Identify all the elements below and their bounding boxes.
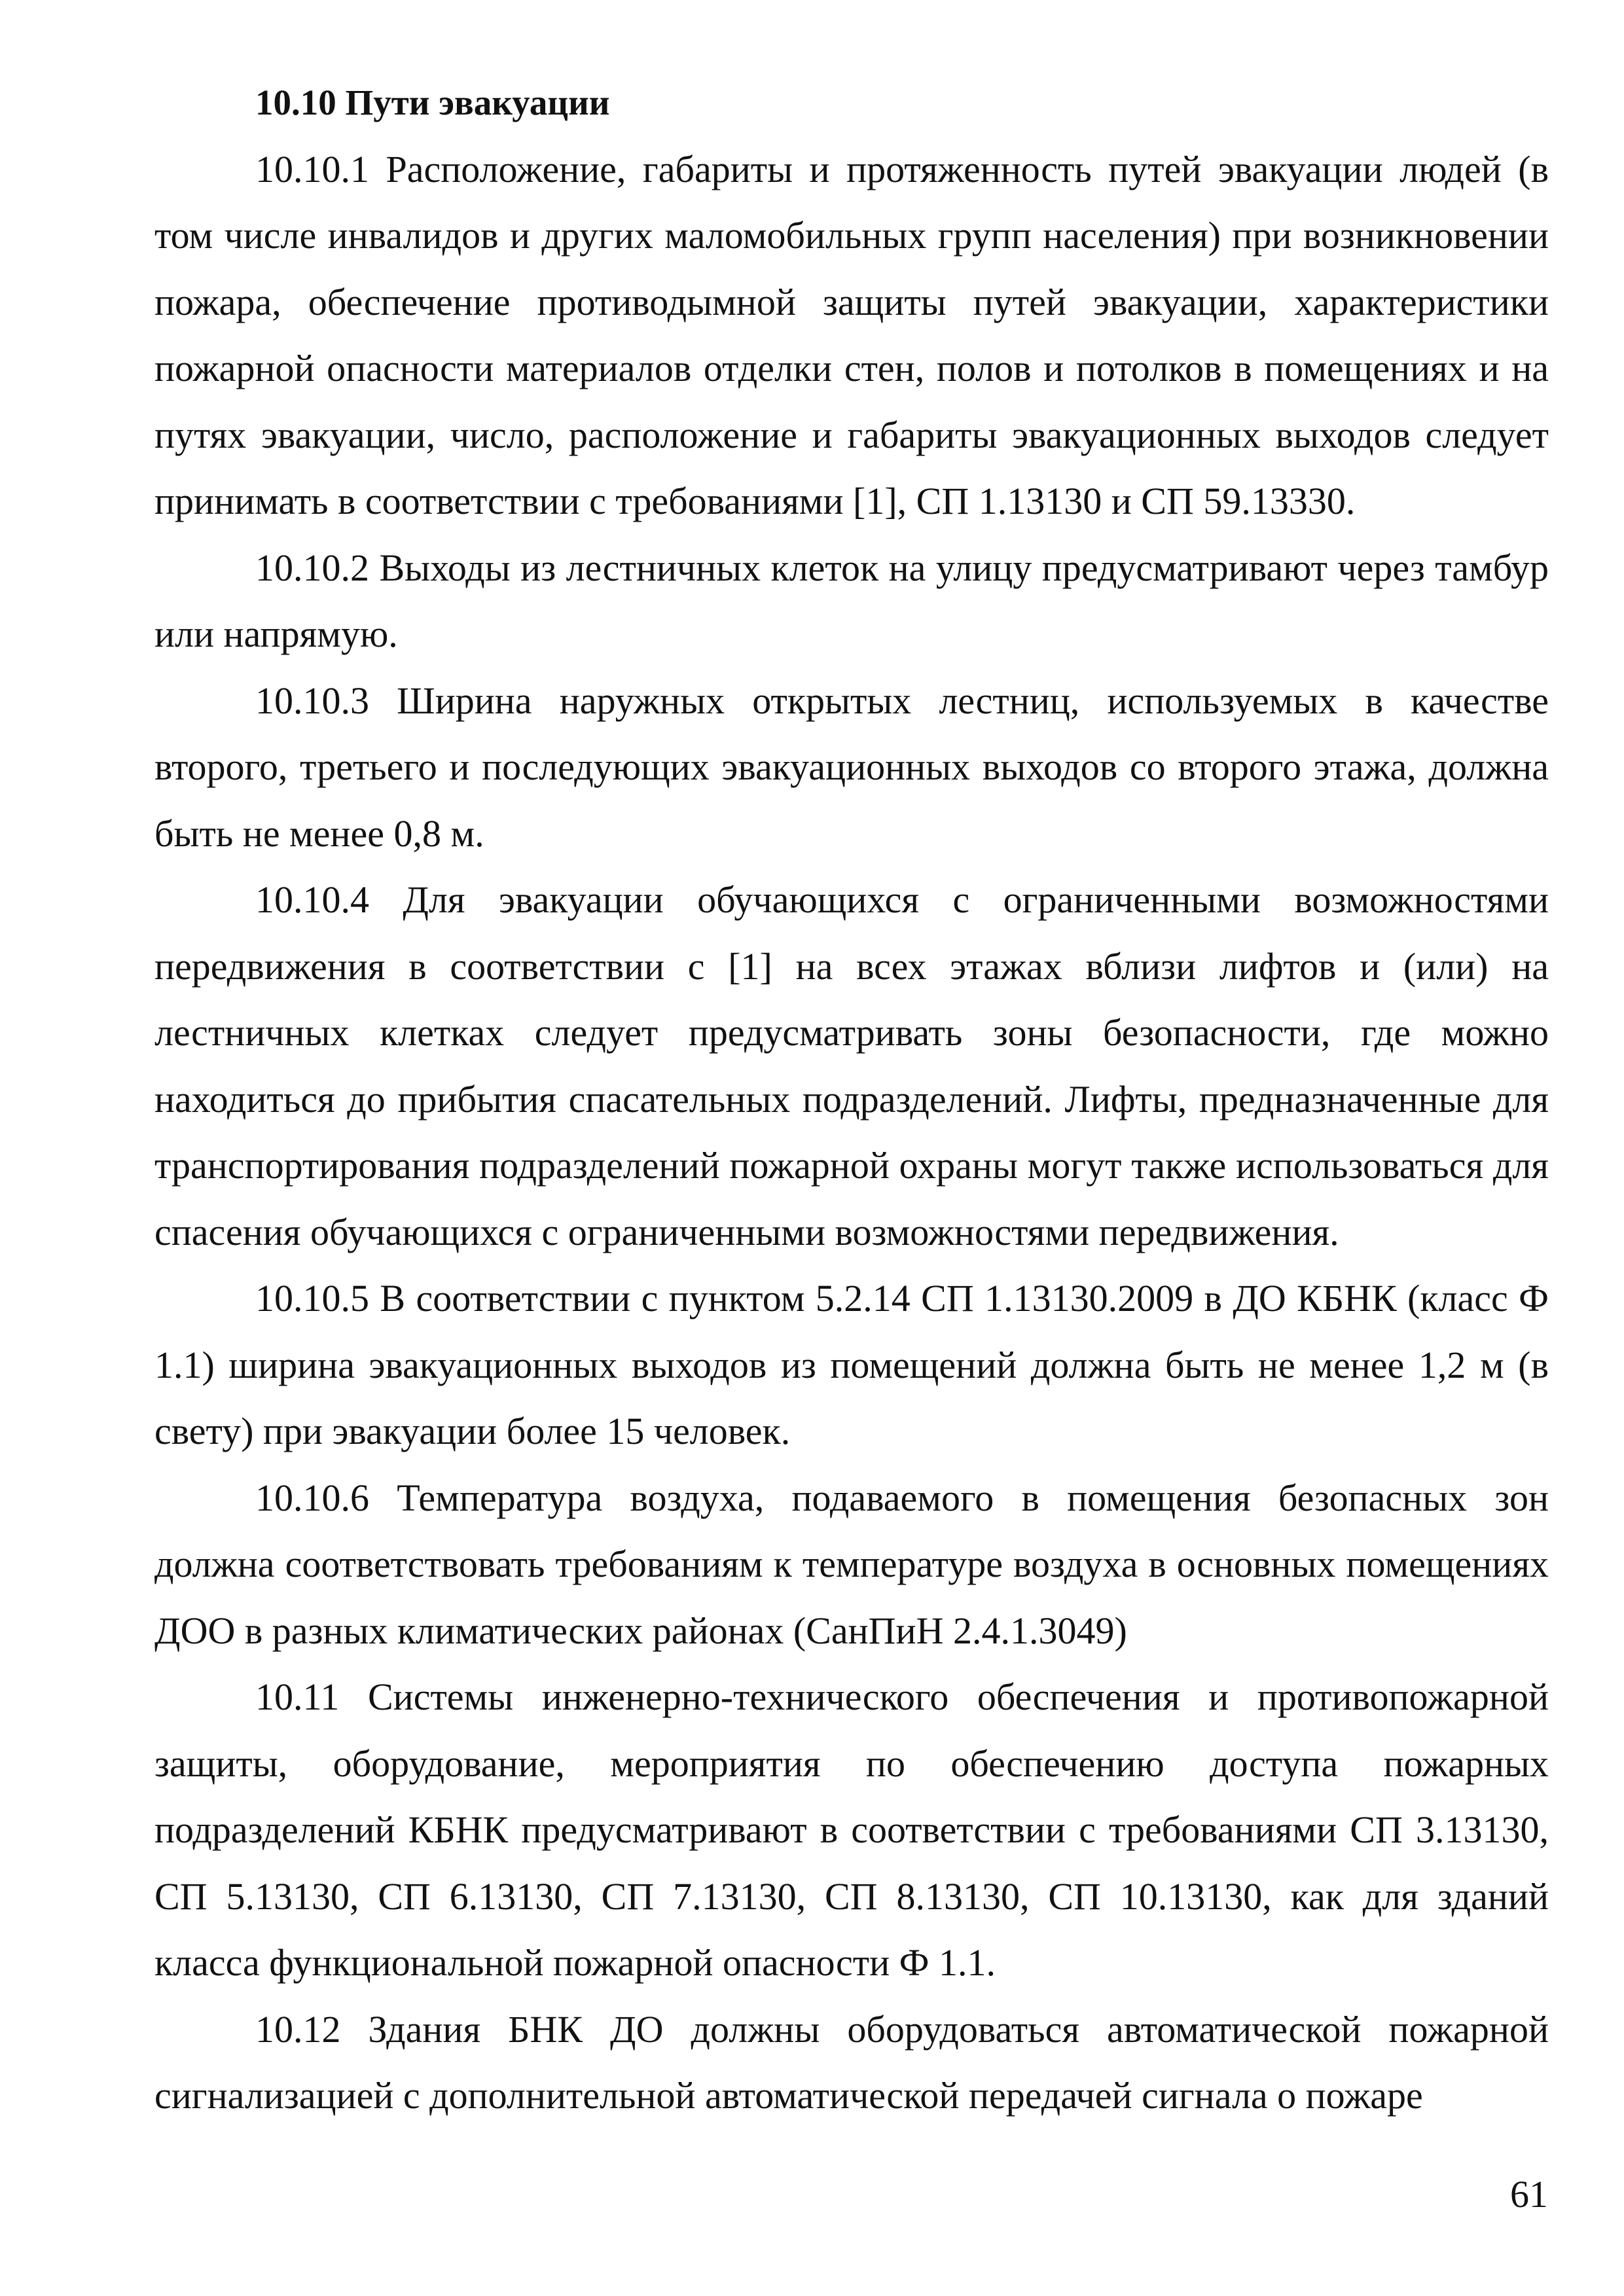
- paragraph-10-10-5: 10.10.5 В соответствии с пунктом 5.2.14 СП 1.13130.2009 в ДО КБНК (класс Ф 1.1) ширина эвакуационных выходов из помещений должна быть не менее 1,2 м (в свету) при эвакуации более 15 человек.: [154, 1277, 1549, 1452]
- section-heading: 10.10 Пути эвакуации: [255, 82, 610, 122]
- paragraph-10-10-3: 10.10.3 Ширина наружных открытых лестниц, используемых в качестве второго, третьего и последующих эвакуационных выходов со второго этажа, должна быть не менее 0,8 м.: [154, 679, 1549, 855]
- paragraph-10-10-4: 10.10.4 Для эвакуации обучающихся с ограниченными возможностями передвижения в соответствии с [1] на всех этажах вблизи лифтов и (или) на лестничных клетках следует предусматривать зоны безопасности, где можно находиться до прибытия спасательных подразделений. Лифты, предназначенные для транспортирования подразделений пожарной охраны могут также использоваться для спасения обучающихся с ограниченными возможностями передвижения.: [154, 878, 1549, 1253]
- page-content: [154, 69, 1549, 2129]
- page-number: 61: [1510, 2173, 1548, 2215]
- paragraph-10-11: 10.11 Системы инженерно-технического обеспечения и противопожарной защиты, оборудование, мероприятия по обеспечению доступа пожарных подразделений КБНК предусматривают в соответствии с требованиями СП 3.13130, СП 5.13130, СП 6.13130, СП 7.13130, СП 8.13130, СП 10.13130, как для зданий класса функциональной пожарной опасности Ф 1.1.: [154, 1676, 1549, 1984]
- paragraph-10-10-2: 10.10.2 Выходы из лестничных клеток на улицу предусматривают через тамбур или напрямую.: [154, 546, 1549, 655]
- paragraph-10-10-1: 10.10.1 Расположение, габариты и протяженность путей эвакуации людей (в том числе инвалидов и других маломобильных групп населения) при возникновении пожара, обеспечение противодымной защиты путей эвакуации, характеристики пожарной опасности материалов отделки стен, полов и потолков в помещениях и на путях эвакуации, число, расположение и габариты эвакуационных выходов следует принимать в соответствии с требованиями [1], СП 1.13130 и СП 59.13330.: [154, 147, 1549, 522]
- paragraph-10-10-6: 10.10.6 Температура воздуха, подаваемого в помещения безопасных зон должна соответствовать требованиям к температуре воздуха в основных помещениях ДОО в разных климатических районах (СанПиН 2.4.1.3049): [154, 1476, 1549, 1652]
- paragraph-10-12: 10.12 Здания БНК ДО должны оборудоваться автоматической пожарной сигнализацией с дополнительной автоматической передачей сигнала о пожаре: [154, 2007, 1549, 2117]
